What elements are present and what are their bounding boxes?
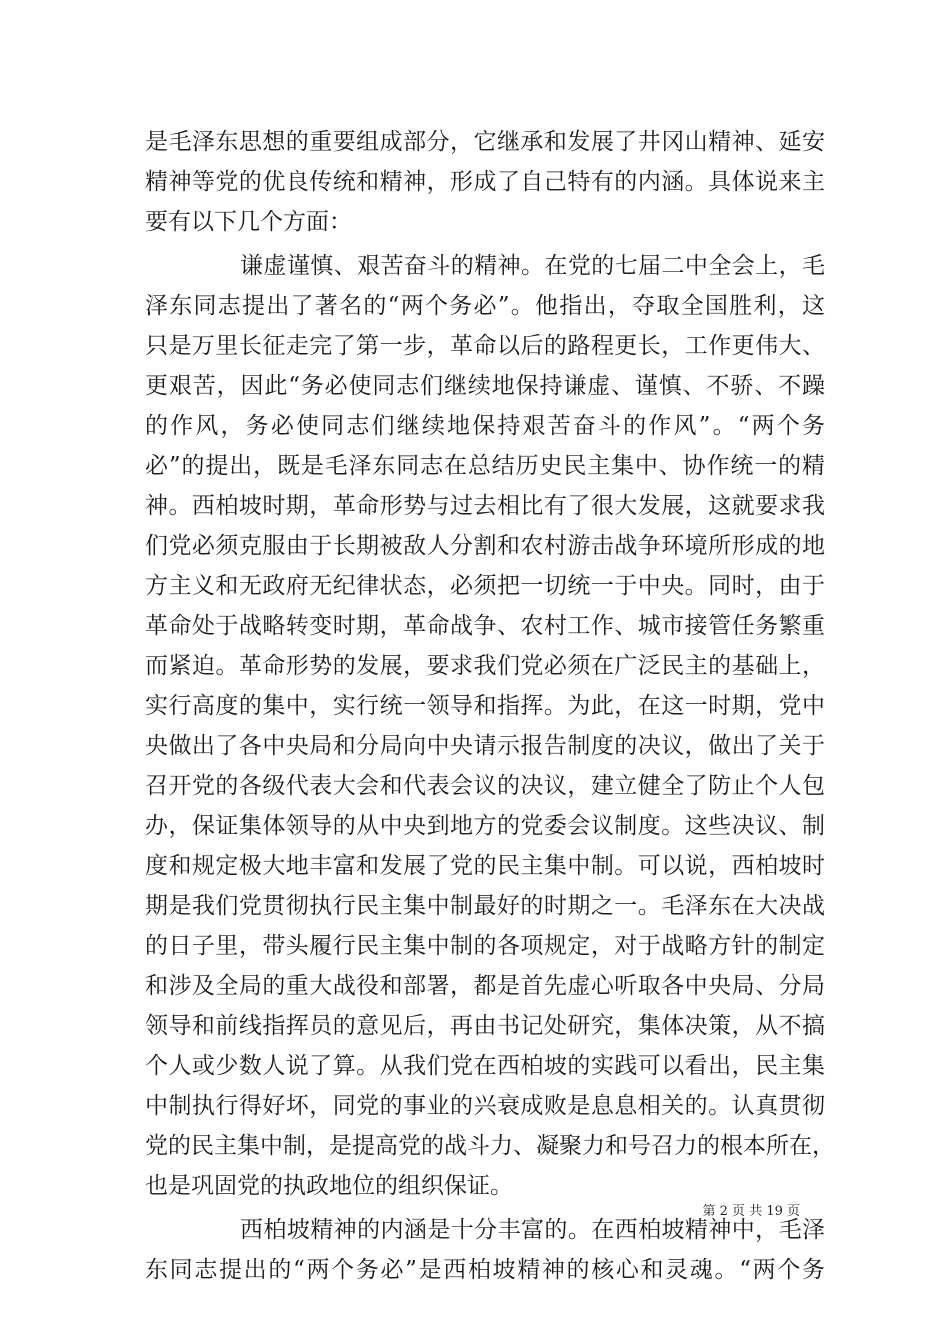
text-line: 召开党的各级代表大会和代表会议的决议，建立健全了防止个人包 (145, 773, 825, 799)
text-line: 也是巩固党的执政地位的组织保证。 (145, 1173, 513, 1199)
text-line: 领导和前线指挥员的意见后，再由书记处研究，集体决策，从不搞 (145, 1013, 825, 1039)
text-line: 必”的提出，既是毛泽东同志在总结历史民主集中、协作统一的精 (145, 453, 825, 479)
text-line: 更艰苦，因此“务必使同志们继续地保持谦虚、谨慎、不骄、不躁 (145, 373, 825, 399)
text-line: 央做出了各中央局和分局向中央请示报告制度的决议，做出了关于 (145, 733, 825, 759)
text-line: 办，保证集体领导的从中央到地方的党委会议制度。这些决议、制 (145, 813, 825, 839)
text-line: 是毛泽东思想的重要组成部分，它继承和发展了井冈山精神、延安 (145, 129, 825, 155)
text-line: 们党必须克服由于长期被敌人分割和农村游击战争环境所形成的地 (145, 533, 825, 559)
text-line: 谦虚谨慎、艰苦奋斗的精神。在党的七届二中全会上，毛 (240, 253, 825, 279)
text-line: 而紧迫。革命形势的发展，要求我们党必须在广泛民主的基础上， (145, 653, 825, 679)
text-line: 泽东同志提出了著名的“两个务必”。他指出，夺取全国胜利，这 (145, 293, 825, 319)
text-line: 实行高度的集中，实行统一领导和指挥。为此，在这一时期，党中 (145, 693, 825, 719)
text-line: 精神等党的优良传统和精神，形成了自己特有的内涵。具体说来主 (145, 169, 825, 195)
text-line: 东同志提出的“两个务必”是西柏坡精神的核心和灵魂。“两个务 (145, 1257, 825, 1283)
text-line: 的作风，务必使同志们继续地保持艰苦奋斗的作风”。“两个务 (145, 413, 825, 439)
text-line: 党的民主集中制，是提高党的战斗力、凝聚力和号召力的根本所在， (145, 1133, 835, 1159)
text-line: 革命处于战略转变时期，革命战争、农村工作、城市接管任务繁重 (145, 613, 825, 639)
body-text (145, 122, 835, 1290)
page-number: 第 2 页 共 19 页 (702, 1204, 800, 1219)
text-line: 西柏坡精神的内涵是十分丰富的。在西柏坡精神中，毛泽 (240, 1217, 825, 1243)
text-line: 和涉及全局的重大战役和部署，都是首先虚心听取各中央局、分局 (145, 973, 825, 999)
text-line: 方主义和无政府无纪律状态，必须把一切统一于中央。同时，由于 (145, 573, 825, 599)
text-line: 神。西柏坡时期，革命形势与过去相比有了很大发展，这就要求我 (145, 493, 825, 519)
text-line: 的日子里，带头履行民主集中制的各项规定，对于战略方针的制定 (145, 933, 825, 959)
text-line: 只是万里长征走完了第一步，革命以后的路程更长，工作更伟大、 (145, 333, 825, 359)
text-line: 要有以下几个方面： (145, 209, 352, 235)
text-line: 个人或少数人说了算。从我们党在西柏坡的实践可以看出，民主集 (145, 1053, 825, 1079)
text-line: 中制执行得好坏，同党的事业的兴衰成败是息息相关的。认真贯彻 (145, 1093, 825, 1119)
text-line: 期是我们党贯彻执行民主集中制最好的时期之一。毛泽东在大决战 (145, 893, 825, 919)
text-line: 度和规定极大地丰富和发展了党的民主集中制。可以说，西柏坡时 (145, 853, 825, 879)
